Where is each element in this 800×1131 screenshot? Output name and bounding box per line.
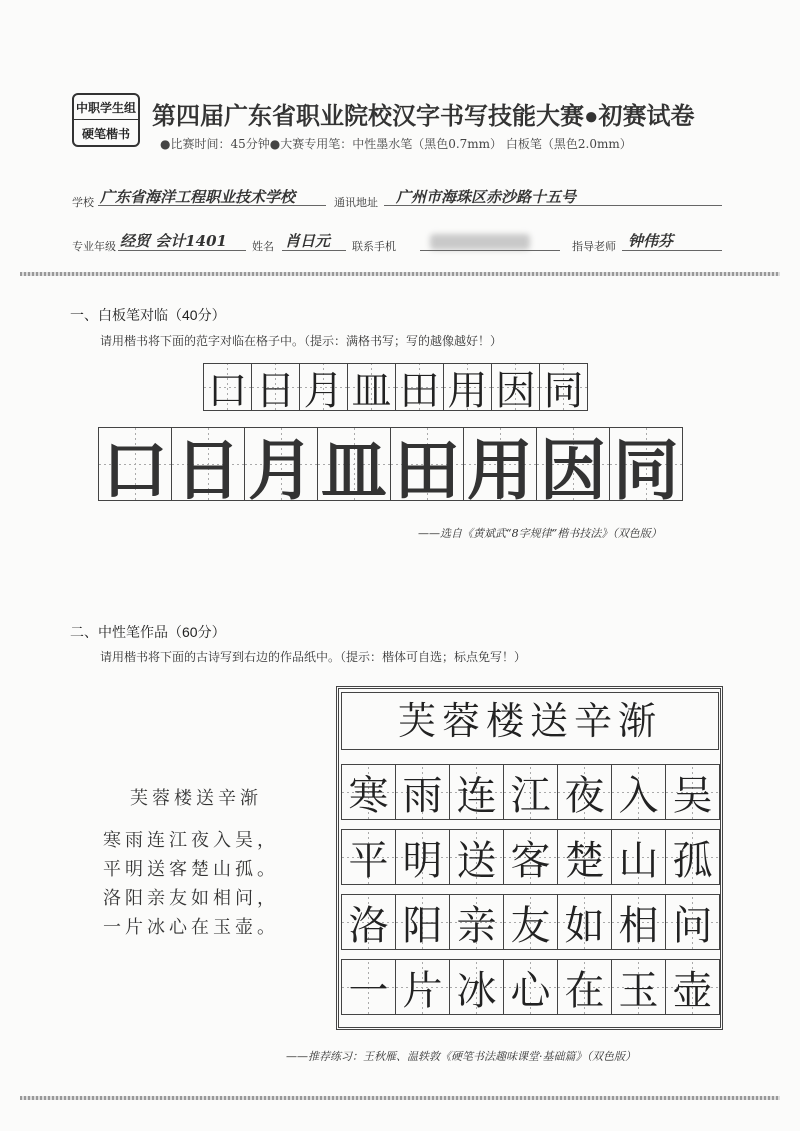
work-row [341,764,720,820]
phone-underline [420,250,560,251]
major-label: 专业年级 [72,241,116,253]
address-label: 通讯地址 [334,197,378,209]
section2-credit: ——推荐练习：王秋雁、温轶敦《硬笔书法趣味课堂·基础篇》（双色版） [286,1050,636,1063]
work-char: 玉 [612,959,666,1015]
work-char: 送 [450,829,504,885]
written-char: 用 [464,427,537,501]
model-char: 日 [252,363,300,411]
work-char: 一 [342,959,396,1015]
poem-line: 寒雨连江夜入吴， [103,830,279,851]
major-underline [118,250,246,251]
header-divider [20,272,780,276]
work-row [341,894,720,950]
teacher-label: 指导老师 [572,241,616,253]
work-char: 片 [396,959,450,1015]
written-char-grid [98,427,683,509]
work-char: 雨 [396,764,450,820]
written-char: 田 [391,427,464,501]
model-char: 口 [204,363,252,411]
work-title: 芙蓉楼送辛渐 [341,692,719,750]
work-char: 平 [342,829,396,885]
section2-title: 二、中性笔作品（60分） [70,624,226,640]
exam-subtitle: ●比赛时间：45分钟●大赛专用笔：中性墨水笔（黑色0.7mm） 白板笔（黑色2.0mm） [160,137,632,151]
work-char: 亲 [450,894,504,950]
model-char: 月 [300,363,348,411]
model-char: 皿 [348,363,396,411]
work-char: 在 [558,959,612,1015]
work-char: 心 [504,959,558,1015]
poem-line: 平明送客楚山孤。 [103,859,279,880]
written-char: 皿 [318,427,391,501]
written-char: 口 [99,427,172,501]
group-badge [72,93,140,147]
work-char: 寒 [342,764,396,820]
name-label: 姓名 [252,241,274,253]
work-char: 明 [396,829,450,885]
work-char: 冰 [450,959,504,1015]
work-char: 问 [666,894,720,950]
address-value: 广州市海珠区赤沙路十五号 [396,188,577,206]
school-label: 学校 [72,197,94,209]
work-char: 阳 [396,894,450,950]
work-char: 壶 [666,959,720,1015]
work-char: 客 [504,829,558,885]
work-char: 洛 [342,894,396,950]
poem-line: 一片冰心在玉壶。 [103,917,279,938]
model-char: 田 [396,363,444,411]
work-row [341,829,720,885]
work-char: 相 [612,894,666,950]
work-row [341,959,720,1015]
phone-label: 联系手机 [352,241,396,253]
model-char-grid [203,363,588,414]
name-value: 肖日元 [285,232,331,250]
major-value: 经贸 会计1401 [120,232,227,250]
phone-redacted [430,234,530,250]
work-char: 如 [558,894,612,950]
work-char: 吴 [666,764,720,820]
footer-divider [20,1096,780,1100]
name-underline [282,250,346,251]
poem-line: 洛阳亲友如相问， [103,888,279,909]
model-char: 因 [492,363,540,411]
work-char: 楚 [558,829,612,885]
work-char: 孤 [666,829,720,885]
work-char: 友 [504,894,558,950]
school-value: 广东省海洋工程职业技术学校 [100,188,296,206]
teacher-underline [622,250,722,251]
written-char: 日 [172,427,245,501]
section1-credit: ——选自《黄斌武“8字规律”楷书技法》（双色版） [418,527,662,540]
work-char: 夜 [558,764,612,820]
section1-title: 一、白板笔对临（40分） [70,307,226,323]
badge-category: 硬笔楷书 [81,127,130,141]
address-underline [384,205,722,206]
section2-desc: 请用楷书将下面的古诗写到右边的作品纸中。（提示：楷体可自选；标点免写！） [100,650,527,664]
model-char: 用 [444,363,492,411]
work-char: 山 [612,829,666,885]
work-char: 江 [504,764,558,820]
model-char: 同 [540,363,588,411]
written-char: 同 [610,427,683,501]
exam-title: 第四届广东省职业院校汉字书写技能大赛●初赛试卷 [152,103,695,130]
poem-title: 芙蓉楼送辛渐 [130,788,262,809]
work-char: 连 [450,764,504,820]
written-char: 因 [537,427,610,501]
work-char: 入 [612,764,666,820]
school-underline [98,205,326,206]
written-char: 月 [245,427,318,501]
section1-desc: 请用楷书将下面的范字对临在格子中。（提示：满格书写；写的越像越好！） [100,334,503,348]
badge-group: 中职学生组 [74,95,138,120]
teacher-value: 钟伟芬 [628,232,674,250]
